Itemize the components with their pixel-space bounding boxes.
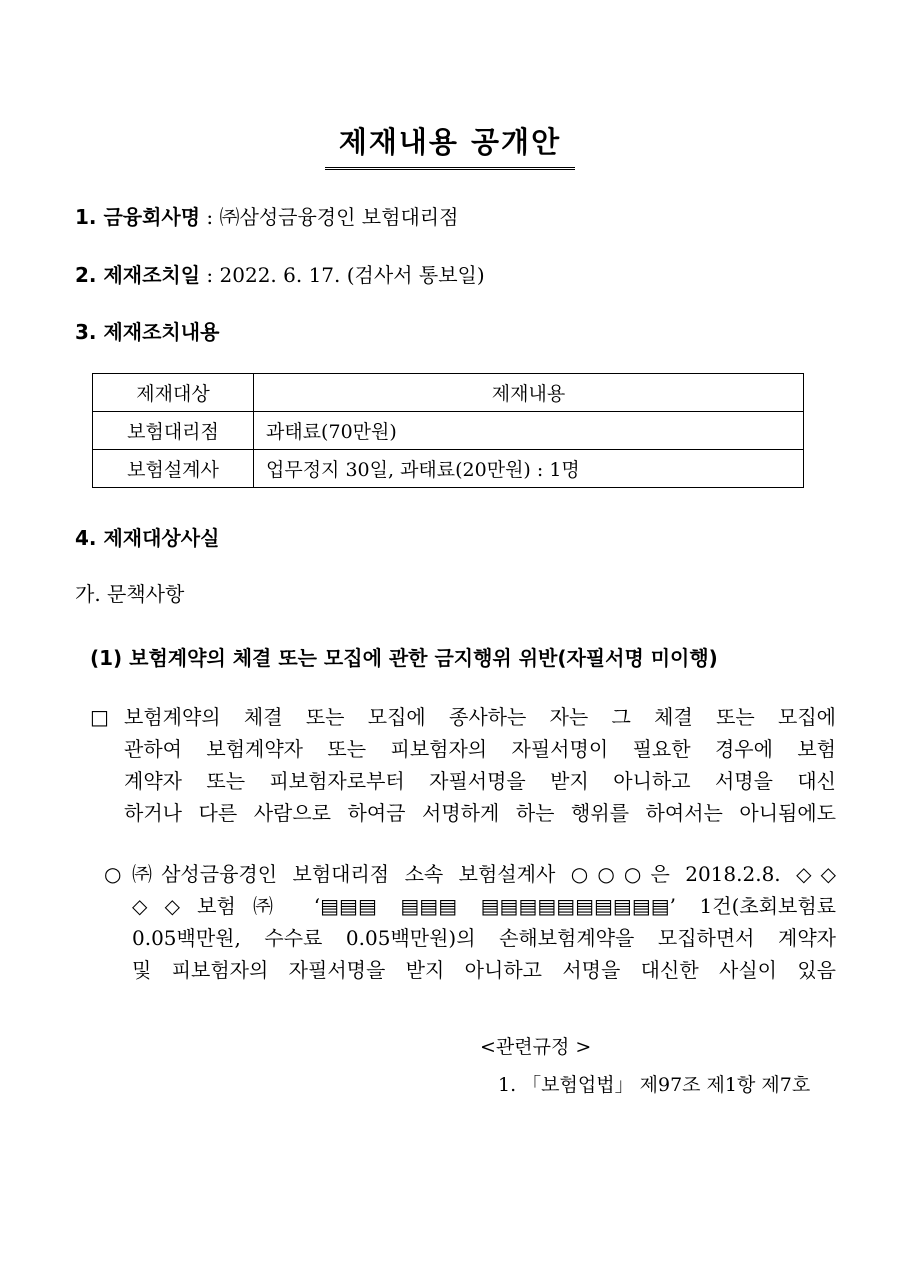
company-name-value: : ㈜삼성금융경인 보험대리점 — [200, 205, 459, 229]
reprimand-heading — [75, 578, 184, 607]
table-row — [93, 450, 804, 488]
table-cell-content: 과태료(70만원) — [254, 412, 804, 450]
square-bullet-icon: □ — [90, 705, 109, 729]
sanction-date-label: 2. 제재조치일 — [75, 263, 201, 287]
reprimand-label: 가. 문책사항 — [75, 582, 185, 606]
circle-bullet-icon: ○ — [104, 862, 122, 886]
rule-line: 보험계약의 체결 또는 모집에 종사하는 자는 그 체결 또는 모집에 — [124, 705, 836, 729]
company-name-label: 1. 금융회사명 — [75, 205, 201, 229]
fact-line: 및 피보험자의 자필서명을 받지 아니하고 서명을 대신한 사실이 있음 — [132, 958, 836, 982]
rule-line: 관하여 보험계약자 또는 피보험자의 자필서명이 필요한 경우에 보험 — [124, 737, 836, 761]
sanction-content-heading — [75, 316, 219, 345]
fact-paragraph — [132, 858, 836, 986]
rule-line: 계약자 또는 피보험자로부터 자필서명을 받지 아니하고 서명을 대신 — [124, 769, 836, 793]
rule-line: 하거나 다른 사람으로 하여금 서명하게 하는 행위를 하여서는 아니됨에도 — [124, 801, 836, 825]
fact-line: 0.05백만원, 수수료 0.05백만원)의 손해보험계약을 모집하면서 계약자 — [132, 926, 836, 950]
sanction-facts-label: 4. 제재대상사실 — [75, 526, 220, 550]
table-header-row — [93, 374, 804, 412]
company-name-line — [75, 201, 458, 230]
fact-line: ㈜삼성금융경인 보험대리점 소속 보험설계사 ○○○은 2018.2.8. ◇◇ — [132, 862, 836, 886]
table-row — [93, 412, 804, 450]
table-cell-target: 보험대리점 — [93, 412, 254, 450]
regulation-heading: <관련규정 > — [480, 1036, 592, 1058]
document-title — [0, 120, 900, 170]
violation-title — [90, 642, 718, 671]
violation-title-text: (1) 보험계약의 체결 또는 모집에 관한 금지행위 위반(자필서명 미이행) — [90, 646, 718, 670]
sanction-table — [92, 373, 804, 488]
sanction-content-label: 3. 제재조치내용 — [75, 320, 220, 344]
sanction-date-value: : 2022. 6. 17. (검사서 통보일) — [200, 263, 485, 287]
table-cell-target: 보험설계사 — [93, 450, 254, 488]
sanction-facts-heading — [75, 522, 219, 551]
fact-line: ◇◇보험㈜ ‘▤▤▤ ▤▤▤ ▤▤▤▤▤▤▤▤▤▤’ 1건(초회보험료 — [132, 894, 836, 918]
table-header-target: 제재대상 — [93, 374, 254, 412]
table-header-content: 제재내용 — [254, 374, 804, 412]
rule-paragraph — [124, 701, 836, 829]
title-text: 제재내용 공개안 — [325, 120, 575, 170]
regulation-item: 1. 「보험업법」 제97조 제1항 제7호 — [498, 1074, 811, 1096]
sanction-date-line — [75, 259, 485, 288]
table-cell-content: 업무정지 30일, 과태료(20만원) : 1명 — [254, 450, 804, 488]
